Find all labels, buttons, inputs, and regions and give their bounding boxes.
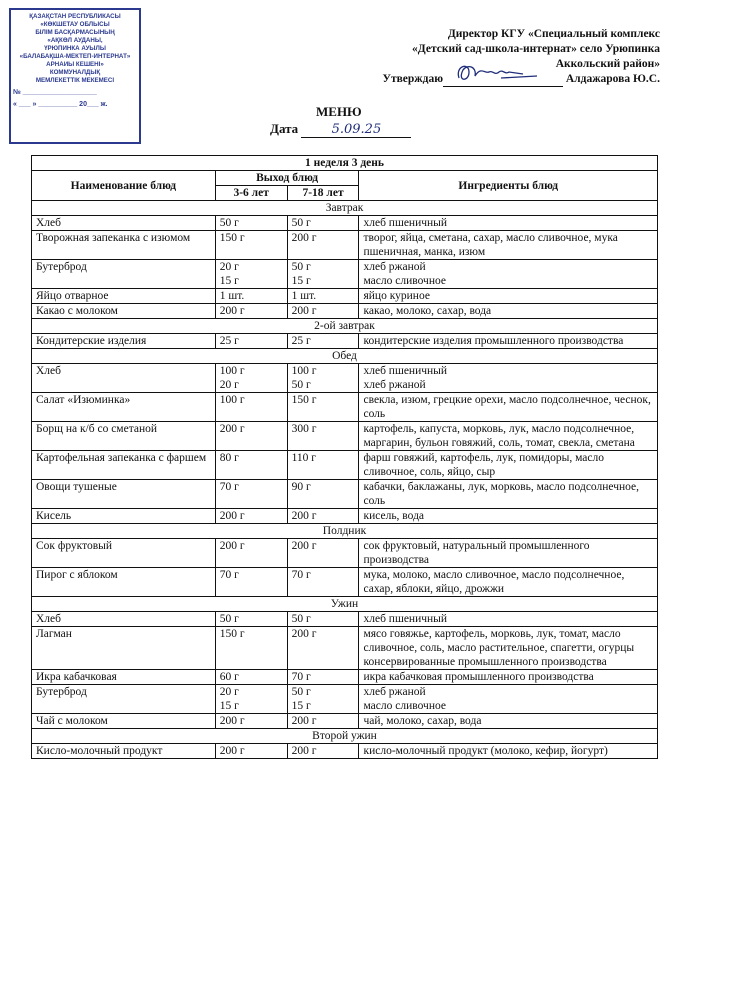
portion-3-6-line: 80 г bbox=[219, 452, 239, 464]
portion-3-6-line: 15 г bbox=[219, 700, 239, 712]
portion-7-18 bbox=[287, 612, 359, 627]
table-row bbox=[32, 744, 658, 759]
dish-name: Овощи тушеные bbox=[32, 480, 216, 509]
portion-7-18-line: 200 г bbox=[291, 540, 317, 552]
portion-7-18 bbox=[287, 364, 359, 393]
ingredients-line: кисло-молочный продукт (молоко, кефир, йогурт) bbox=[363, 745, 608, 757]
portion-7-18-line: 50 г bbox=[291, 379, 311, 391]
portion-7-18-line: 200 г bbox=[291, 510, 317, 522]
portion-3-6-line: 200 г bbox=[219, 715, 245, 727]
stamp-lines bbox=[13, 13, 137, 85]
portion-7-18-line: 50 г bbox=[291, 217, 311, 229]
table-row bbox=[32, 670, 658, 685]
dish-name: Пирог с яблоком bbox=[32, 568, 216, 597]
ingredients bbox=[359, 670, 658, 685]
ingredients bbox=[359, 612, 658, 627]
portion-7-18-line: 70 г bbox=[291, 569, 311, 581]
portion-7-18 bbox=[287, 451, 359, 480]
portion-7-18-line: 70 г bbox=[291, 671, 311, 683]
dish-name: Икра кабачковая bbox=[32, 670, 216, 685]
portion-3-6 bbox=[215, 260, 287, 289]
portion-3-6-line: 200 г bbox=[219, 305, 245, 317]
age-7-18-header: 7-18 лет bbox=[287, 186, 359, 201]
portion-7-18 bbox=[287, 289, 359, 304]
director-name: Алдажарова Ю.С. bbox=[565, 73, 660, 85]
portion-3-6 bbox=[215, 539, 287, 568]
dish-name: Какао с молоком bbox=[32, 304, 216, 319]
stamp-line: «БАЛАБАҚША-МЕКТЕП-ИНТЕРНАТ» bbox=[19, 53, 131, 60]
table-row bbox=[32, 216, 658, 231]
ingredients bbox=[359, 364, 658, 393]
stamp-line: МЕМЛЕКЕТТІК МЕКЕМЕСІ bbox=[35, 77, 115, 84]
portion-3-6 bbox=[215, 612, 287, 627]
portion-3-6 bbox=[215, 289, 287, 304]
dish-header: Наименование блюд bbox=[32, 171, 216, 201]
meal-section-title: Обед bbox=[32, 349, 658, 364]
portion-3-6-line: 25 г bbox=[219, 335, 239, 347]
portion-3-6 bbox=[215, 714, 287, 729]
page-title: МЕНЮ bbox=[316, 104, 362, 119]
table-row bbox=[32, 304, 658, 319]
portion-7-18-line: 200 г bbox=[291, 745, 317, 757]
date-label: Дата bbox=[270, 121, 299, 136]
ingredients bbox=[359, 289, 658, 304]
table-row bbox=[32, 627, 658, 670]
portion-3-6-line: 50 г bbox=[219, 613, 239, 625]
portion-3-6-line: 60 г bbox=[219, 671, 239, 683]
portion-3-6 bbox=[215, 216, 287, 231]
portion-7-18-line: 25 г bbox=[291, 335, 311, 347]
header-row bbox=[32, 171, 658, 186]
portion-7-18 bbox=[287, 670, 359, 685]
portion-7-18-line: 300 г bbox=[291, 423, 317, 435]
ingredients bbox=[359, 231, 658, 260]
dish-name: Яйцо отварное bbox=[32, 289, 216, 304]
ingredients-line: чай, молоко, сахар, вода bbox=[363, 715, 482, 727]
approval-block bbox=[340, 27, 660, 87]
table-row bbox=[32, 568, 658, 597]
portion-7-18 bbox=[287, 539, 359, 568]
dish-name: Хлеб bbox=[32, 216, 216, 231]
portion-3-6 bbox=[215, 744, 287, 759]
meal-section-title: Ужин bbox=[32, 597, 658, 612]
dish-name: Лагман bbox=[32, 627, 216, 670]
portion-3-6-line: 20 г bbox=[219, 379, 239, 391]
dish-name: Борщ на к/б со сметаной bbox=[32, 422, 216, 451]
ingredients bbox=[359, 451, 658, 480]
approve-label: Утверждаю bbox=[382, 73, 443, 85]
meal-section-row bbox=[32, 349, 658, 364]
portion-3-6 bbox=[215, 364, 287, 393]
portion-3-6 bbox=[215, 670, 287, 685]
ingredients-line: хлеб ржаной bbox=[363, 686, 426, 698]
ingredients-line: какао, молоко, сахар, вода bbox=[363, 305, 492, 317]
portion-7-18-line: 1 шт. bbox=[291, 290, 317, 302]
portion-3-6 bbox=[215, 685, 287, 714]
portion-3-6-line: 70 г bbox=[219, 569, 239, 581]
institution-stamp bbox=[9, 8, 141, 144]
ingredients-line: сок фруктовый, натуральный промышленного производства bbox=[363, 540, 590, 566]
portion-7-18-line: 90 г bbox=[291, 481, 311, 493]
ingredients-line: масло сливочное bbox=[363, 275, 446, 287]
dish-name: Хлеб bbox=[32, 612, 216, 627]
ingredients-line: мясо говяжье, картофель, морковь, лук, томат, масло сливочное, соль, масло растительное, спагетти, огурцы консервированные промышленного производства bbox=[363, 628, 635, 668]
portion-3-6-line: 150 г bbox=[219, 628, 245, 640]
ingredients-line: мука, молоко, масло сливочное, масло подсолнечное, сахар, яблоки, яйцо, дрожжи bbox=[363, 569, 625, 595]
stamp-line: КОММУНАЛДЫҚ bbox=[49, 69, 101, 76]
portion-3-6-line: 200 г bbox=[219, 540, 245, 552]
portion-3-6-line: 200 г bbox=[219, 745, 245, 757]
ingredients bbox=[359, 568, 658, 597]
meal-section-row bbox=[32, 201, 658, 216]
dish-name: Салат «Изюминка» bbox=[32, 393, 216, 422]
ingredients-line: хлеб пшеничный bbox=[363, 217, 448, 229]
table-row bbox=[32, 451, 658, 480]
meal-section-row bbox=[32, 524, 658, 539]
portion-3-6 bbox=[215, 304, 287, 319]
table-row bbox=[32, 422, 658, 451]
portion-7-18 bbox=[287, 568, 359, 597]
portion-3-6-line: 20 г bbox=[219, 261, 239, 273]
portion-7-18-line: 15 г bbox=[291, 275, 311, 287]
approval-line-2: «Детский сад-школа-интернат» село Урюпинка bbox=[412, 43, 660, 55]
ingredients-line: творог, яйца, сметана, сахар, масло сливочное, мука пшеничная, манка, изюм bbox=[363, 232, 618, 258]
ingredients bbox=[359, 334, 658, 349]
meal-section-row bbox=[32, 319, 658, 334]
portion-7-18 bbox=[287, 509, 359, 524]
portion-3-6 bbox=[215, 627, 287, 670]
portion-7-18-line: 110 г bbox=[291, 452, 317, 464]
portion-7-18 bbox=[287, 231, 359, 260]
portion-7-18-line: 15 г bbox=[291, 700, 311, 712]
ingredients-line: яйцо куриное bbox=[363, 290, 430, 302]
ingredients-line: хлеб ржаной bbox=[363, 261, 426, 273]
table-row bbox=[32, 393, 658, 422]
portion-7-18 bbox=[287, 627, 359, 670]
ingredients-line: икра кабачковая промышленного производства bbox=[363, 671, 594, 683]
ingredients-line: кондитерские изделия промышленного производства bbox=[363, 335, 624, 347]
portion-7-18 bbox=[287, 422, 359, 451]
stamp-number-field: № ___________________ bbox=[13, 89, 97, 96]
ingredients bbox=[359, 393, 658, 422]
ingredients-line: картофель, капуста, морковь, лук, масло подсолнечное, маргарин, бульон говяжий, соль, томат, свекла, сметана bbox=[363, 423, 635, 449]
meal-section-title: Второй ужин bbox=[32, 729, 658, 744]
dish-name: Бутерброд bbox=[32, 685, 216, 714]
table-row bbox=[32, 334, 658, 349]
portion-7-18 bbox=[287, 480, 359, 509]
ingredients-line: свекла, изюм, грецкие орехи, масло подсолнечное, чеснок, соль bbox=[363, 394, 651, 420]
portion-7-18 bbox=[287, 334, 359, 349]
portion-7-18-line: 50 г bbox=[291, 261, 311, 273]
portion-3-6-line: 70 г bbox=[219, 481, 239, 493]
approval-line-3: Аккольский район» bbox=[555, 58, 660, 70]
portion-3-6-line: 100 г bbox=[219, 394, 245, 406]
signature-line bbox=[443, 74, 563, 87]
portion-3-6-line: 1 шт. bbox=[219, 290, 245, 302]
portion-3-6-line: 15 г bbox=[219, 275, 239, 287]
portion-3-6 bbox=[215, 480, 287, 509]
meal-section-title: Завтрак bbox=[32, 201, 658, 216]
portion-7-18 bbox=[287, 685, 359, 714]
portion-7-18-line: 100 г bbox=[291, 365, 317, 377]
portion-3-6-line: 100 г bbox=[219, 365, 245, 377]
ingredients-line: кисель, вода bbox=[363, 510, 425, 522]
portion-7-18-line: 150 г bbox=[291, 394, 317, 406]
ingredients-line: хлеб ржаной bbox=[363, 379, 426, 391]
dish-name: Кисель bbox=[32, 509, 216, 524]
portion-7-18 bbox=[287, 744, 359, 759]
dish-name: Чай с молоком bbox=[32, 714, 216, 729]
dish-name: Кисло-молочный продукт bbox=[32, 744, 216, 759]
stamp-line: ҮРЮПИНКА АУЫЛЫ bbox=[44, 45, 106, 52]
table-row bbox=[32, 539, 658, 568]
week-day-row bbox=[32, 156, 658, 171]
approve-row bbox=[340, 72, 660, 87]
portion-7-18-line: 200 г bbox=[291, 715, 317, 727]
portion-7-18 bbox=[287, 216, 359, 231]
stamp-date-field: « ___ » __________ 20___ ж. bbox=[13, 101, 108, 108]
portion-7-18 bbox=[287, 260, 359, 289]
dish-name: Творожная запеканка с изюмом bbox=[32, 231, 216, 260]
ingredients-line: масло сливочное bbox=[363, 700, 446, 712]
ingredients bbox=[359, 422, 658, 451]
table-row bbox=[32, 612, 658, 627]
meal-section-row bbox=[32, 729, 658, 744]
portion-3-6 bbox=[215, 231, 287, 260]
portion-7-18 bbox=[287, 714, 359, 729]
portion-7-18-line: 50 г bbox=[291, 613, 311, 625]
table-row bbox=[32, 480, 658, 509]
ingredients bbox=[359, 216, 658, 231]
stamp-line: ҚАЗАҚСТАН РЕСПУБЛИКАСЫ bbox=[29, 13, 121, 20]
table-row bbox=[32, 509, 658, 524]
portion-3-6 bbox=[215, 568, 287, 597]
portion-3-6-line: 200 г bbox=[219, 423, 245, 435]
meal-section-row bbox=[32, 597, 658, 612]
date-value: 5.09.25 bbox=[301, 123, 411, 138]
portion-7-18-line: 200 г bbox=[291, 305, 317, 317]
ingredients-line: хлеб пшеничный bbox=[363, 613, 448, 625]
menu-body bbox=[32, 201, 658, 759]
dish-name: Бутерброд bbox=[32, 260, 216, 289]
ingredients bbox=[359, 744, 658, 759]
stamp-line: «АҚКӨЛ АУДАНЫ, bbox=[47, 37, 103, 44]
portion-3-6 bbox=[215, 422, 287, 451]
menu-table bbox=[31, 155, 658, 759]
portion-3-6-line: 200 г bbox=[219, 510, 245, 522]
dish-name: Картофельная запеканка с фаршем bbox=[32, 451, 216, 480]
portion-3-6-line: 20 г bbox=[219, 686, 239, 698]
ingredients bbox=[359, 539, 658, 568]
table-row bbox=[32, 685, 658, 714]
meal-section-title: Полдник bbox=[32, 524, 658, 539]
ingredients-line: хлеб пшеничный bbox=[363, 365, 448, 377]
signature-mark bbox=[453, 60, 543, 86]
portion-3-6-line: 50 г bbox=[219, 217, 239, 229]
portion-7-18-line: 50 г bbox=[291, 686, 311, 698]
ingredients-line: фарш говяжий, картофель, лук, помидоры, масло сливочное, соль, яйцо, сыр bbox=[363, 452, 604, 478]
dish-name: Кондитерские изделия bbox=[32, 334, 216, 349]
portion-7-18-line: 200 г bbox=[291, 628, 317, 640]
dish-name: Сок фруктовый bbox=[32, 539, 216, 568]
ingredients bbox=[359, 685, 658, 714]
table-row bbox=[32, 714, 658, 729]
portion-7-18-line: 200 г bbox=[291, 232, 317, 244]
date-row bbox=[270, 120, 430, 138]
portion-3-6 bbox=[215, 334, 287, 349]
portion-3-6 bbox=[215, 393, 287, 422]
meal-section-title: 2-ой завтрак bbox=[32, 319, 658, 334]
portion-7-18 bbox=[287, 393, 359, 422]
table-row bbox=[32, 364, 658, 393]
dish-name: Хлеб bbox=[32, 364, 216, 393]
approval-line-1: Директор КГУ «Специальный комплекс bbox=[447, 28, 660, 40]
table-row bbox=[32, 231, 658, 260]
ingredients bbox=[359, 509, 658, 524]
stamp-line: БІЛІМ БАСҚАРМАСЫНЫҢ bbox=[35, 29, 115, 36]
table-row bbox=[32, 289, 658, 304]
title-block bbox=[270, 103, 430, 138]
ingredients bbox=[359, 480, 658, 509]
portion-3-6 bbox=[215, 451, 287, 480]
ingredients bbox=[359, 260, 658, 289]
portion-3-6 bbox=[215, 509, 287, 524]
ingredients-header: Ингредиенты блюд bbox=[359, 171, 658, 201]
portion-3-6-line: 150 г bbox=[219, 232, 245, 244]
ingredients bbox=[359, 714, 658, 729]
table-row bbox=[32, 260, 658, 289]
ingredients-line: кабачки, баклажаны, лук, морковь, масло подсолнечное, соль bbox=[363, 481, 640, 507]
stamp-line: АРНАЙЫ КЕШЕНІ» bbox=[46, 61, 104, 68]
ingredients bbox=[359, 304, 658, 319]
week-day: 1 неделя 3 день bbox=[32, 156, 658, 171]
age-3-6-header: 3-6 лет bbox=[215, 186, 287, 201]
stamp-line: «КӨКШЕТАУ ОБЛЫСЫ bbox=[40, 21, 110, 28]
output-header: Выход блюд bbox=[215, 171, 359, 186]
ingredients bbox=[359, 627, 658, 670]
portion-7-18 bbox=[287, 304, 359, 319]
